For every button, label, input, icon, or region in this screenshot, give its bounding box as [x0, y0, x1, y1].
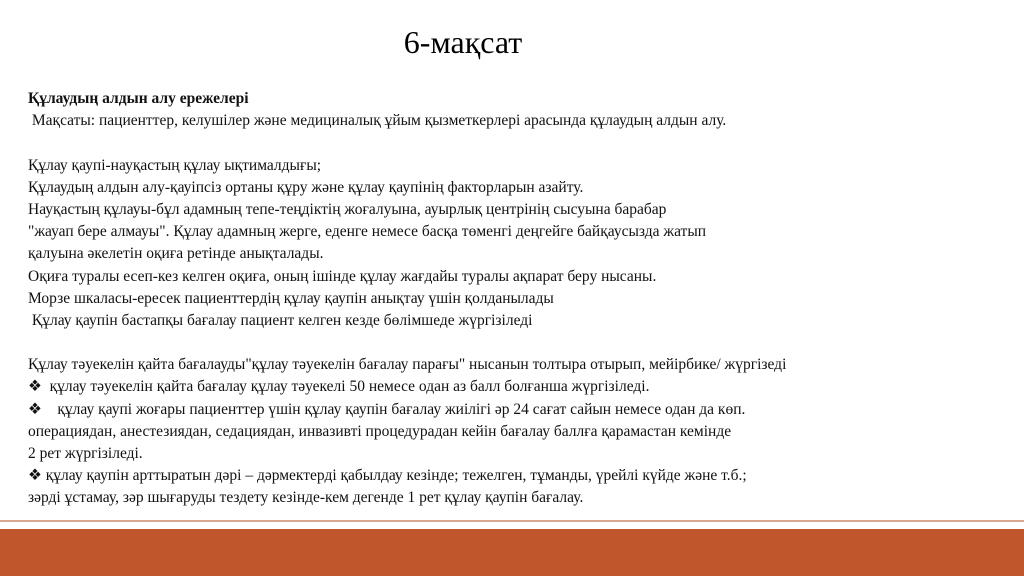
- bullet-line: ❖ құлау қаупі жоғары пациенттер үшін құлау қаупін бағалау жиілігі әр 24 сағат сайын немесе одан да көп.: [28, 400, 746, 418]
- body-line: Науқастың құлауы-бұл адамның тепе-теңдіктің жоғалуына, ауырлық центрінің сысуына барабар: [28, 200, 667, 218]
- body-line: Оқиға туралы есеп-кез келген оқиға, оның ішінде құлау жағдайы туралы ақпарат беру нысаны.: [28, 267, 657, 285]
- body-line: "жауап бере алмауы". Құлау адамның жерге, еденге немесе басқа төменгі деңгейге байқаусызда жатып: [28, 223, 707, 241]
- body-line: 2 рет жүргізіледі.: [28, 445, 143, 462]
- body-line: Құлаудың алдын алу-қауіпсіз ортаны құру және құлау қаупінің факторларын азайту.: [28, 178, 584, 196]
- footer-bar: [0, 529, 1024, 576]
- body-line: операциядан, анестезиядан, седациядан, инвазивті процедурадан кейін бағалау баллға қарамастан кемінде: [28, 422, 732, 440]
- bullet-line: ❖ құлау тәуекелін қайта бағалау құлау тәуекелі 50 немесе одан аз балл болғанша жүргізіледі.: [28, 378, 650, 396]
- body-line: зәрді ұстамау, зәр шығаруды тездету кезінде-кем дегенде 1 рет құлау қаупін бағалау.: [28, 489, 584, 507]
- body-line: [28, 332, 1008, 354]
- body-line: Морзе шкаласы-ересек пациенттердің құлау қаупін анықтау үшін қолданылады: [28, 289, 554, 307]
- footer-divider: [0, 520, 1024, 522]
- body-line: қалуына әкелетін оқиға ретінде анықталады.: [28, 245, 324, 263]
- slide-body: [28, 88, 1008, 510]
- section-heading: Құлаудың алдын алу ережелері: [28, 90, 249, 107]
- slide-title: 6-мақсат: [403, 24, 523, 60]
- body-line: Мақсаты: пациенттер, келушілер және медициналық ұйым қызметкерлері арасында құлаудың алдын алу.: [28, 112, 727, 130]
- body-line: Құлау тәуекелін қайта бағалауды"құлау тәуекелін бағалау парағы" нысанын толтыра отырып, мейірбике/ жүргізеді: [28, 356, 787, 374]
- body-line: Құлау қаупін бастапқы бағалау пациент келген кезде бөлімшеде жүргізіледі: [28, 311, 533, 329]
- bullet-line: ❖ құлау қаупін арттыратын дәрі – дәрмектерді қабылдау кезінде; тежелген, тұманды, үрейлі күйде және т.б.;: [28, 467, 747, 485]
- body-line: [28, 132, 1008, 154]
- body-line: Құлау қаупі-науқастың құлау ықтималдығы;: [28, 156, 322, 174]
